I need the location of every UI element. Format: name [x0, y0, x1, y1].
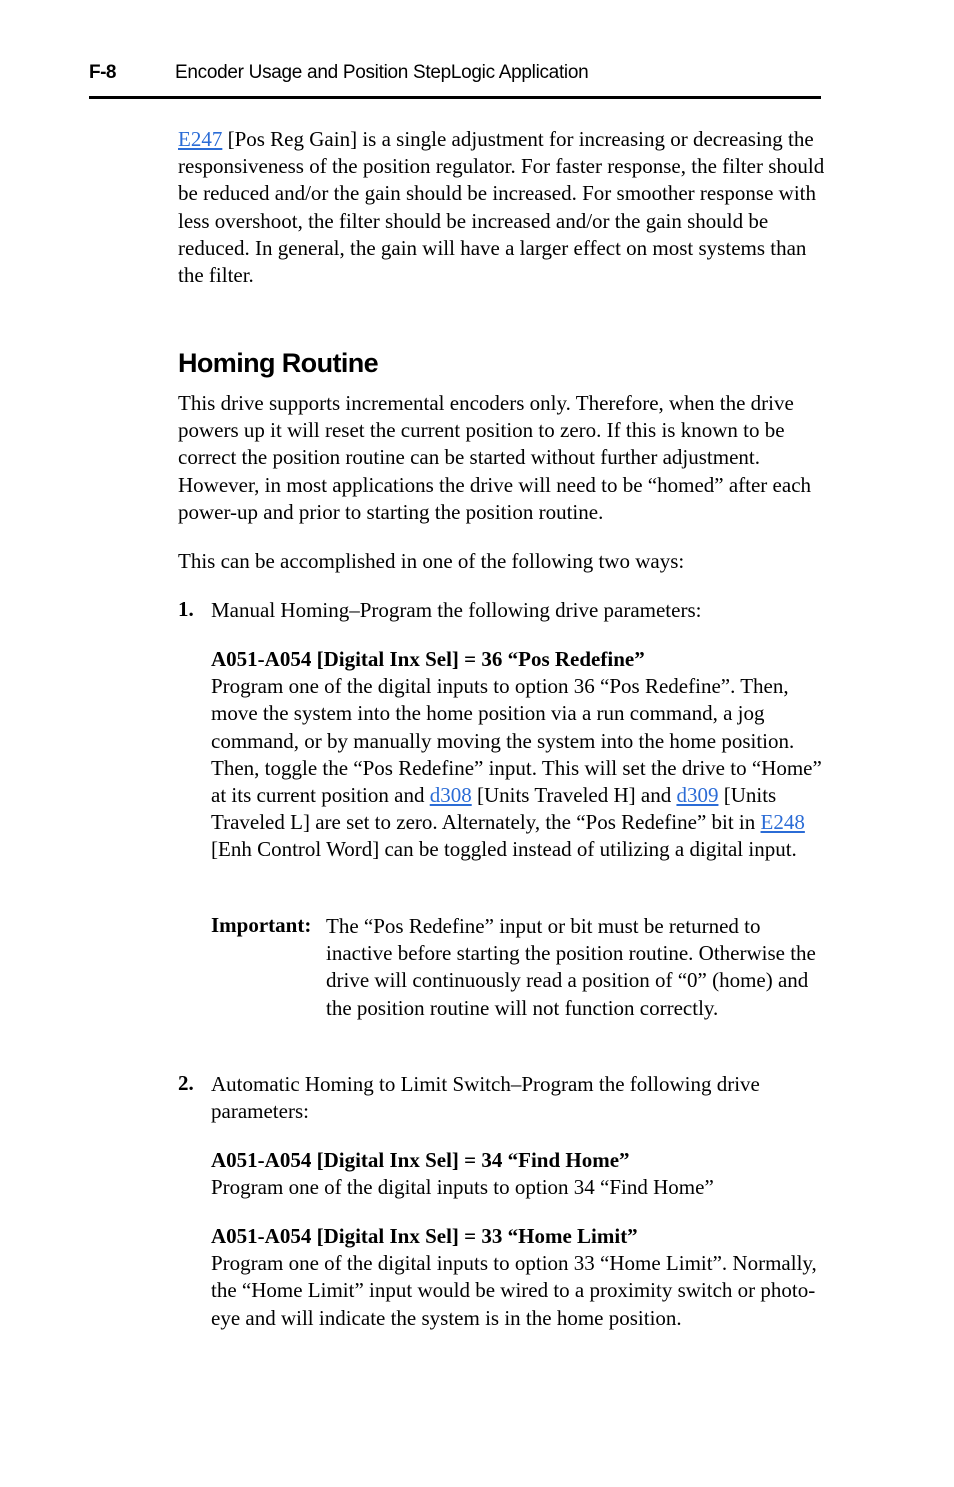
param-link-d308[interactable]: d308	[429, 783, 472, 808]
param-link-d309[interactable]: d309	[676, 783, 719, 808]
step-1-parameter-block	[211, 646, 823, 864]
important-note: The “Pos Redefine” input or bit must be returned to inactive before starting the position routine. Otherwise the drive will continuously read a position of “0” (home) and the position routine will not function correctly.	[326, 914, 816, 1020]
intro-paragraph	[178, 126, 826, 289]
page-number: F-8	[89, 62, 116, 83]
important-label: Important:	[211, 913, 312, 937]
step-2-parameter-block-2	[211, 1223, 823, 1332]
section-paragraph-1: This drive supports incremental encoders only. Therefore, when the drive powers up it will reset the current position to zero. If this is known to be correct the position routine can be started without further adjustment. However, in most applications the drive will need to be “homed” after each power-up and prior to starting the position routine.	[178, 391, 812, 524]
step-2-parameter-block-1	[211, 1147, 823, 1201]
step-1-number: 1.	[178, 597, 194, 621]
step-2-text: Automatic Homing to Limit Switch–Program the following drive parameters:	[211, 1072, 760, 1124]
page-header	[89, 58, 821, 99]
step-2-number: 2.	[178, 1071, 194, 1095]
parameter-description: Program one of the digital inputs to option 34 “Find Home”	[211, 1175, 714, 1200]
section-paragraph-2: This can be accomplished in one of the following two ways:	[178, 549, 685, 573]
running-title: Encoder Usage and Position StepLogic Application	[175, 62, 589, 83]
parameter-title: A051-A054 [Digital Inx Sel] = 36 “Pos Redefine”	[211, 647, 645, 671]
intro-text: [Pos Reg Gain] is a single adjustment for increasing or decreasing the responsiveness of the position regulator. For faster response, the filter should be reduced and/or the gain should be increased. For smoother response with less overshoot, the filter should be increased and/or the gain should be reduced. In general, the gain will have a larger effect on most systems than the filter.	[178, 127, 825, 288]
parameter-title: A051-A054 [Digital Inx Sel] = 33 “Home Limit”	[211, 1224, 638, 1248]
param-link-e248[interactable]: E248	[760, 810, 805, 835]
parameter-description: Program one of the digital inputs to option 33 “Home Limit”. Normally, the “Home Limit” input would be wired to a proximity switch or photo-eye and will indicate the system is in the home position.	[211, 1251, 817, 1330]
parameter-title: A051-A054 [Digital Inx Sel] = 34 “Find Home”	[211, 1148, 630, 1172]
step-1-text: Manual Homing–Program the following drive parameters:	[211, 598, 702, 622]
section-heading: Homing Routine	[178, 348, 379, 378]
param-link-e247[interactable]: E247	[178, 127, 223, 151]
parameter-description: Program one of the digital inputs to option 36 “Pos Redefine”. Then, move the system into the home position via a run command, a jog command, or by manually moving the system into the home position. Then, toggle the “Pos Redefine” input. This will set the drive to “Home” at its current position and d308 [Units Traveled H] and d309 [Units Traveled L] are set to zero. Alternately, the “Pos Redefine” bit in E248 [Enh Control Word] can be toggled instead of utilizing a digital input.	[211, 674, 822, 862]
